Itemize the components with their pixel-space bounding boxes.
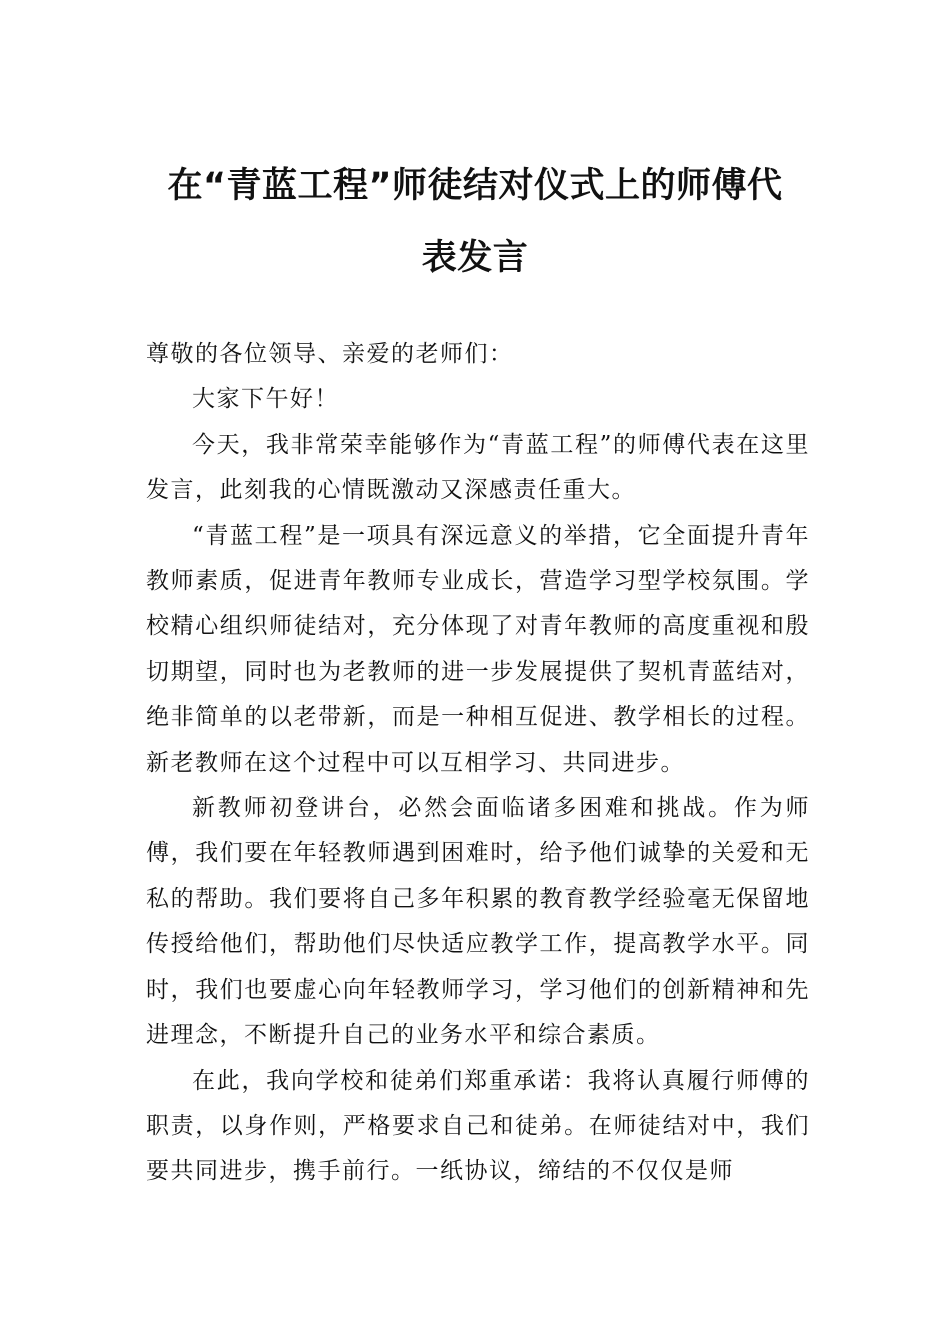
paragraph-2: “青蓝工程”是一项具有深远意义的举措，它全面提升青年教师素质，促进青年教师专业成长，营造学习型学校氛围。学校精心组织师徒结对，充分体现了对青年教师的高度重视和殷切期望，同时也为老教师的进一步发展提供了契机青蓝结对，绝非简单的以老带新，而是一种相互促进、教学相长的过程。新老教师在这个过程中可以互相学习、共同进步。	[146, 522, 810, 776]
paragraph-1: 今天，我非常荣幸能够作为“青蓝工程”的师傅代表在这里发言，此刻我的心情既激动又深感责任重大。	[146, 431, 810, 504]
title-line-1: 在“青蓝工程”师徒结对仪式上的师傅代	[167, 166, 783, 206]
paragraph-3: 新教师初登讲台，必然会面临诸多困难和挑战。作为师傅，我们要在年轻教师遇到困难时，给予他们诚挚的关爱和无私的帮助。我们要将自己多年积累的教育教学经验毫无保留地传授给他们，帮助他们尽快适应教学工作，提高教学水平。同时，我们也要虚心向年轻教师学习，学习他们的创新精神和先进理念，不断提升自己的业务水平和综合素质。	[146, 795, 810, 1049]
document-title	[140, 150, 810, 294]
document-body	[146, 332, 810, 1195]
greeting: 大家下午好！	[192, 386, 339, 413]
title-line-2: 表发言	[421, 238, 529, 278]
paragraph-4: 在此，我向学校和徒弟们郑重承诺：我将认真履行师傅的职责，以身作则，严格要求自己和徒弟。在师徒结对中，我们要共同进步，携手前行。一纸协议，缔结的不仅仅是师	[146, 1067, 810, 1185]
salutation: 尊敬的各位领导、亲爱的老师们：	[146, 341, 514, 367]
